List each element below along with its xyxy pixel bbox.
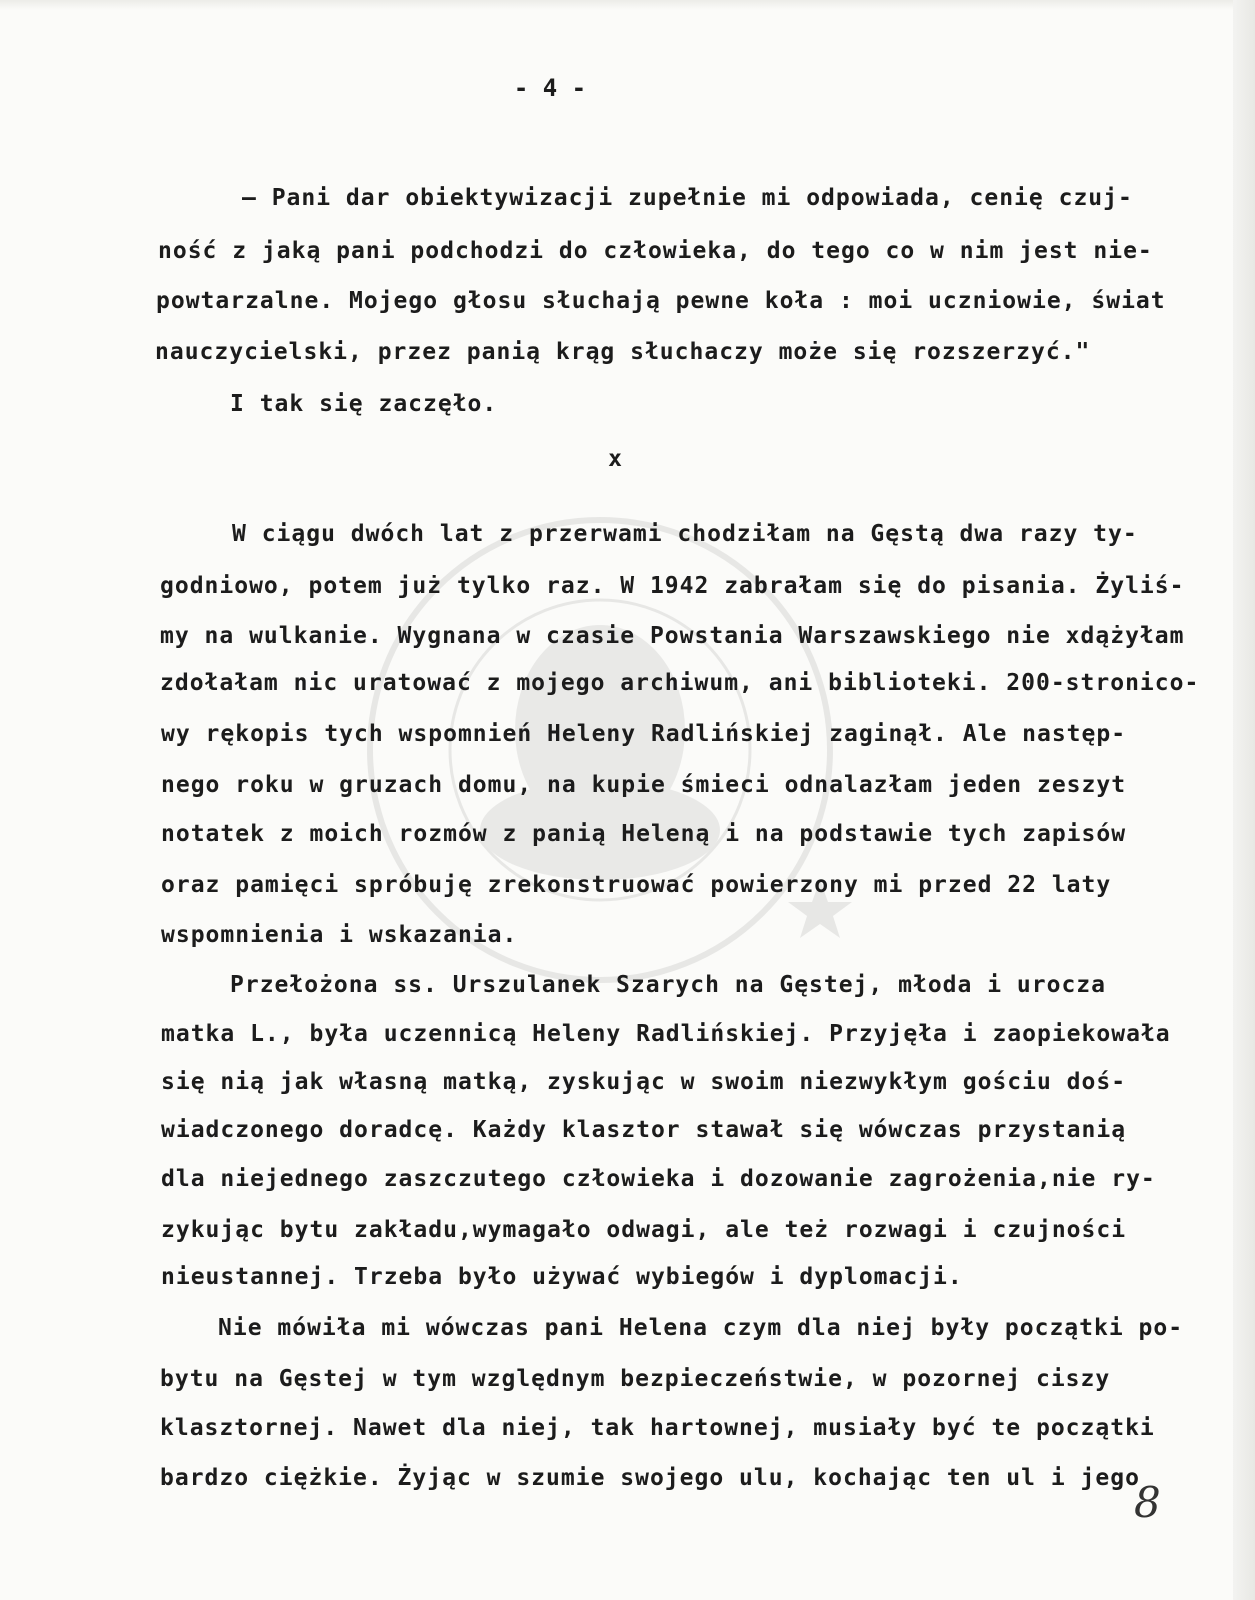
text-line: wspomnienia i wskazania.	[161, 922, 518, 948]
text-line: powtarzalne. Mojego głosu słuchają pewne koła : moi uczniowie, świat	[156, 288, 1166, 314]
text-line: bardzo ciężkie. Żyjąc w szumie swojego ulu, kochając ten ul i jego	[160, 1465, 1140, 1491]
text-line: wy rękopis tych wspomnień Heleny Radlińskiej zaginął. Ale następ-	[161, 721, 1127, 747]
text-line: bytu na Gęstej w tym względnym bezpieczeństwie, w pozornej ciszy	[160, 1366, 1111, 1392]
page-number: - 4 -	[513, 74, 587, 102]
text-line: matka L., była uczennicą Heleny Radlińskiej. Przyjęła i zaopiekowała	[161, 1021, 1171, 1047]
text-line: my na wulkanie. Wygnana w czasie Powstania Warszawskiego nie xdążyłam	[160, 623, 1185, 649]
section-separator: x	[608, 446, 622, 472]
text-line: oraz pamięci spróbuję zrekonstruować powierzony mi przed 22 laty	[161, 872, 1112, 898]
text-line: nieustannej. Trzeba było używać wybiegów i dyplomacji.	[161, 1264, 963, 1290]
text-line: notatek z moich rozmów z panią Heleną i na podstawie tych zapisów	[161, 821, 1127, 847]
text-line: godniowo, potem już tylko raz. W 1942 zabrałam się do pisania. Żyliś-	[160, 573, 1185, 599]
text-line: I tak się zaczęło.	[230, 391, 498, 417]
text-line: klasztornej. Nawet dla niej, tak hartownej, musiały być te początki	[160, 1415, 1155, 1441]
text-line: zdołałam nic uratować z mojego archiwum, ani biblioteki. 200-stronico-	[160, 670, 1200, 696]
text-line: wiadczonego doradcę. Każdy klasztor stawał się wówczas przystanią	[161, 1117, 1127, 1143]
text-line: ność z jaką pani podchodzi do człowieka, do tego co w nim jest nie-	[158, 238, 1153, 264]
text-line: Nie mówiła mi wówczas pani Helena czym dla niej były początki po-	[218, 1315, 1184, 1341]
text-line: nauczycielski, przez panią krąg słuchaczy może się rozszerzyć."	[155, 339, 1091, 365]
text-line: się nią jak własną matką, zyskując w swoim niezwykłym gościu doś-	[161, 1069, 1127, 1095]
text-line: nego roku w gruzach domu, na kupie śmieci odnalazłam jeden zeszyt	[161, 772, 1127, 798]
text-line: W ciągu dwóch lat z przerwami chodziłam na Gęstą dwa razy ty-	[232, 521, 1138, 547]
text-line: dla niejednego zaszczutego człowieka i dozowanie zagrożenia,nie ry-	[161, 1166, 1156, 1192]
text-line: zykując bytu zakładu,wymagało odwagi, ale też rozwagi i czujności	[161, 1217, 1127, 1243]
handwritten-page-number: 8	[1134, 1478, 1161, 1527]
text-line: Przełożona ss. Urszulanek Szarych na Gęstej, młoda i urocza	[230, 972, 1106, 998]
text-line: – Pani dar obiektywizacji zupełnie mi odpowiada, cenię czuj-	[242, 185, 1133, 211]
